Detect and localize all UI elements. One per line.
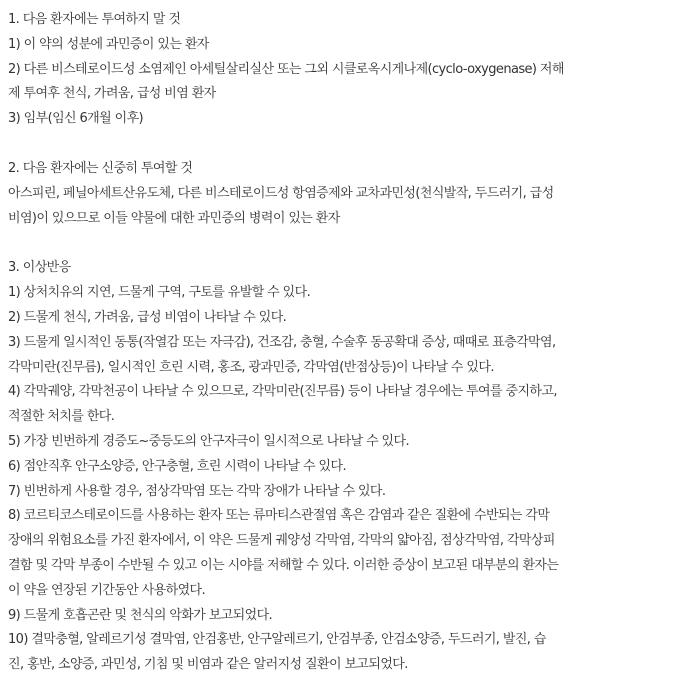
- section-adverse-reactions: [8, 256, 680, 678]
- text-line: 8) 코르티코스테로이드를 사용하는 환자 또는 류마티스관절염 혹은 감염과 같은 질환에 수반되는 각막: [8, 508, 550, 524]
- text-line: 7) 빈번하게 사용할 경우, 점상각막염 또는 각막 장애가 나타날 수 있다.: [8, 483, 386, 499]
- text-line: 1) 이 약의 성분에 과민증이 있는 환자: [8, 36, 209, 52]
- section-heading: 3. 이상반응: [8, 260, 71, 276]
- text-line: 3) 임부(임신 6개월 이후): [8, 111, 144, 127]
- text-line: 10) 결막충혈, 알레르기성 결막염, 안검홍반, 안구알레르기, 안검부종, 안검소양증, 두드러기, 발진, 습: [8, 632, 546, 648]
- text-line: 적절한 처치를 한다.: [8, 409, 115, 425]
- text-line: 아스피린, 페닐아세트산유도체, 다른 비스테로이드성 항염증제와 교차과민성(천식발작, 두드러기, 급성: [8, 185, 554, 201]
- text-line: 진, 홍반, 소양증, 과민성, 기침 및 비염과 같은 알러지성 질환이 보고되었다.: [8, 657, 408, 673]
- text-line: 6) 점안직후 안구소양증, 안구충혈, 흐린 시력이 나타날 수 있다.: [8, 458, 346, 474]
- section-contraindications: [8, 8, 680, 132]
- text-line: 1) 상처치유의 지연, 드물게 구역, 구토를 유발할 수 있다.: [8, 285, 311, 301]
- text-line: 각막미란(진무름), 일시적인 흐린 시력, 홍조, 광과민증, 각막염(반점상등)이 나타날 수 있다.: [8, 359, 494, 375]
- text-line: 5) 가장 빈번하게 경증도~중등도의 안구자극이 일시적으로 나타날 수 있다.: [8, 433, 410, 449]
- text-line: 2) 다른 비스테로이드성 소염제인 아세틸살리실산 또는 그외 시클로옥시게나제(cyclo-oxygenase) 저해: [8, 61, 564, 77]
- text-line: 이 약을 연장된 기간동안 사용하였다.: [8, 582, 206, 598]
- text-line: 제 투여후 천식, 가려움, 급성 비염 환자: [8, 86, 216, 102]
- text-line: 3) 드물게 일시적인 동통(작열감 또는 자극감), 건조감, 충혈, 수술후 동공확대 증상, 때때로 표층각막염,: [8, 334, 556, 350]
- section-precautions: [8, 157, 680, 231]
- section-heading: 2. 다음 환자에는 신중히 투여할 것: [8, 160, 193, 176]
- text-line: 9) 드물게 호흡곤란 및 천식의 악화가 보고되었다.: [8, 607, 273, 623]
- text-line: 장애의 위험요소를 가진 환자에서, 이 약은 드물게 궤양성 각막염, 각막의 얇아짐, 점상각막염, 각막상피: [8, 533, 555, 549]
- text-line: 2) 드물게 천식, 가려움, 급성 비염이 나타날 수 있다.: [8, 309, 287, 325]
- text-line: 결함 및 각막 부종이 수반될 수 있고 이는 시야를 저해할 수 있다. 이러한 증상이 보고된 대부분의 환자는: [8, 557, 559, 573]
- text-line: 비염)이 있으므로 이들 약물에 대한 과민증의 병력이 있는 환자: [8, 210, 340, 226]
- section-heading: 1. 다음 환자에는 투여하지 말 것: [8, 12, 181, 27]
- text-line: 4) 각막궤양, 각막천공이 나타날 수 있으므로, 각막미란(진무름) 등이 나타날 경우에는 투여를 중지하고,: [8, 384, 557, 400]
